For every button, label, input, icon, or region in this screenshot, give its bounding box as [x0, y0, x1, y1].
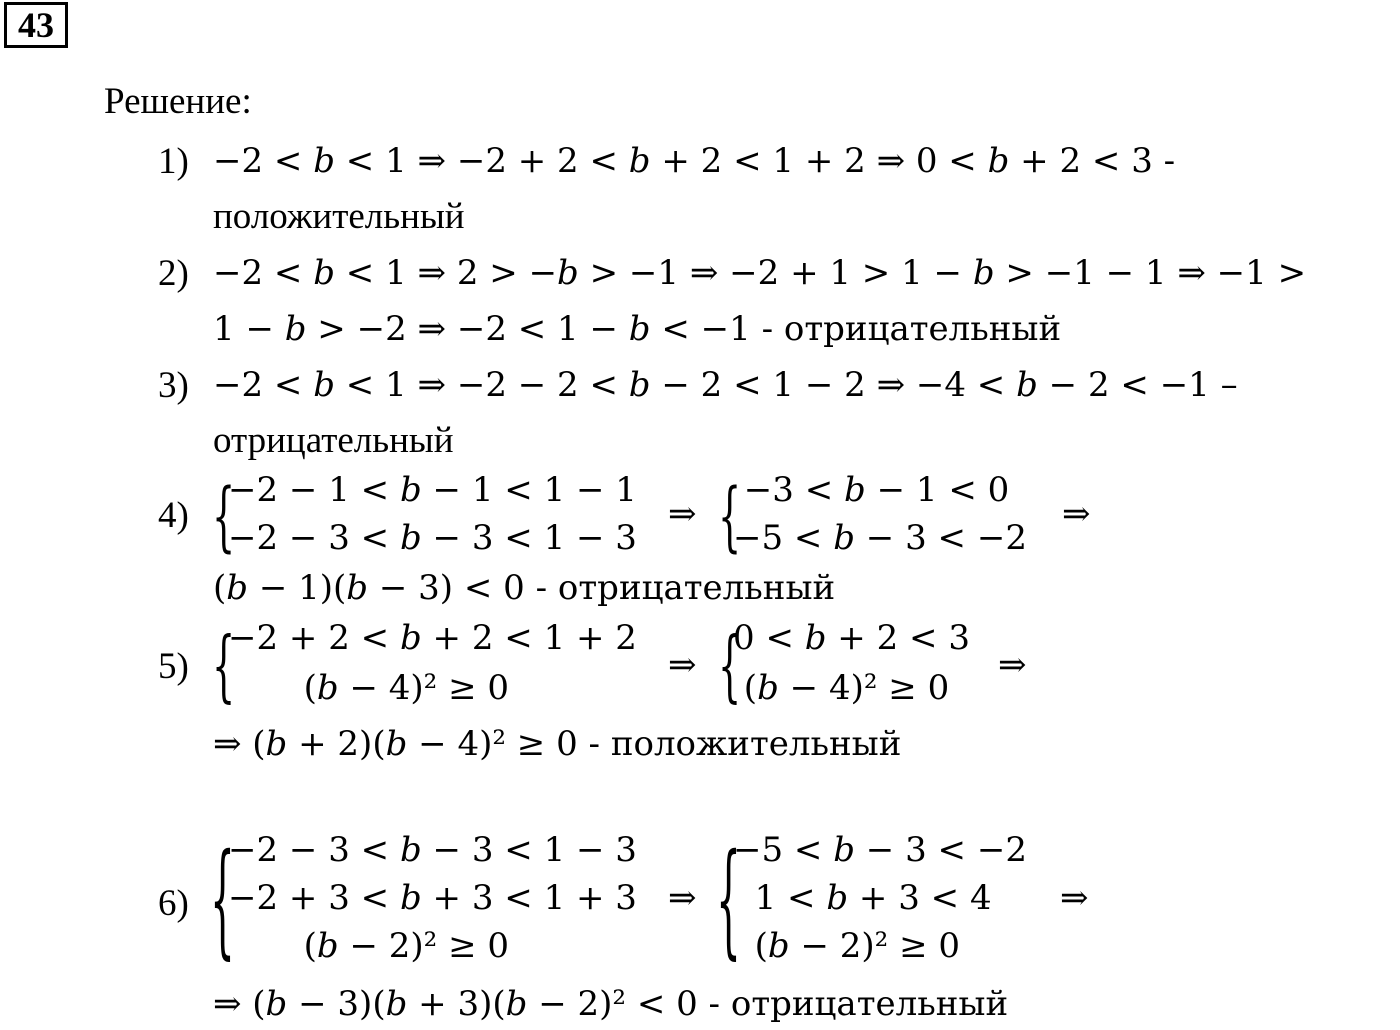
left-brace: { — [212, 622, 236, 712]
left-brace: { — [718, 474, 742, 561]
problem-number-badge: 43 — [4, 2, 68, 48]
implies-arrow: ⇒ — [668, 645, 697, 685]
item-4-label: 4) — [158, 495, 189, 536]
solution-heading: Решение: — [104, 81, 252, 122]
item-6-conclusion: ⇒ (𝑏 − 3)(𝑏 + 3)(𝑏 − 2)² < 0 - отрицательный — [213, 984, 1009, 1024]
system-row: −2 + 3 < 𝑏 + 3 < 1 + 3 — [228, 878, 637, 918]
item-3-line-2: отрицательный — [213, 420, 454, 461]
implies-arrow: ⇒ — [668, 494, 697, 534]
system-row: (𝑏 − 4)² ≥ 0 — [733, 668, 950, 708]
item-2-line-1: −2 < 𝑏 < 1 ⇒ 2 > −𝑏 > −1 ⇒ −2 + 1 > 1 − 𝑏 > −1 − 1 ⇒ −1 > — [213, 253, 1307, 293]
item-5-label: 5) — [158, 646, 189, 687]
item-6-label: 6) — [158, 883, 189, 924]
system-row: (𝑏 − 4)² ≥ 0 — [228, 668, 510, 708]
implies-arrow: ⇒ — [668, 878, 697, 918]
item-4-conclusion: (𝑏 − 1)(𝑏 − 3) < 0 - отрицательный — [213, 568, 836, 608]
left-brace: { — [718, 622, 742, 712]
item-1-line-1: −2 < 𝑏 < 1 ⇒ −2 + 2 < 𝑏 + 2 < 1 + 2 ⇒ 0 < 𝑏 + 2 < 3 - — [213, 141, 1176, 181]
system-row: 0 < 𝑏 + 2 < 3 — [733, 618, 970, 658]
item-2-line-2: 1 − 𝑏 > −2 ⇒ −2 < 1 − 𝑏 < −1 - отрицательный — [213, 309, 1062, 349]
item-3-line-1: −2 < 𝑏 < 1 ⇒ −2 − 2 < 𝑏 − 2 < 1 − 2 ⇒ −4 < 𝑏 − 2 < −1 – — [213, 365, 1238, 405]
item-3-label: 3) — [158, 365, 189, 406]
implies-arrow: ⇒ — [1060, 878, 1089, 918]
system-row: 1 < 𝑏 + 3 < 4 — [733, 878, 992, 918]
system-row: −2 − 3 < 𝑏 − 3 < 1 − 3 — [228, 518, 637, 558]
implies-arrow: ⇒ — [998, 645, 1027, 685]
left-brace: { — [212, 474, 236, 561]
system-row: −2 + 2 < 𝑏 + 2 < 1 + 2 — [228, 618, 637, 658]
system-row: (𝑏 − 2)² ≥ 0 — [228, 926, 510, 966]
system-row: −3 < 𝑏 − 1 < 0 — [733, 470, 1010, 510]
left-brace: { — [716, 830, 741, 973]
system-row: (𝑏 − 2)² ≥ 0 — [733, 926, 961, 966]
implies-arrow: ⇒ — [1062, 494, 1091, 534]
system-row: −5 < 𝑏 − 3 < −2 — [733, 830, 1027, 870]
item-1-line-2: положительный — [213, 196, 465, 237]
system-row: −5 < 𝑏 − 3 < −2 — [733, 518, 1027, 558]
item-2-label: 2) — [158, 253, 189, 294]
item-1-label: 1) — [158, 141, 189, 182]
system-row: −2 − 3 < 𝑏 − 3 < 1 − 3 — [228, 830, 637, 870]
item-5-conclusion: ⇒ (𝑏 + 2)(𝑏 − 4)² ≥ 0 - положительный — [213, 724, 902, 764]
system-row: −2 − 1 < 𝑏 − 1 < 1 − 1 — [228, 470, 637, 510]
left-brace: { — [210, 830, 235, 973]
